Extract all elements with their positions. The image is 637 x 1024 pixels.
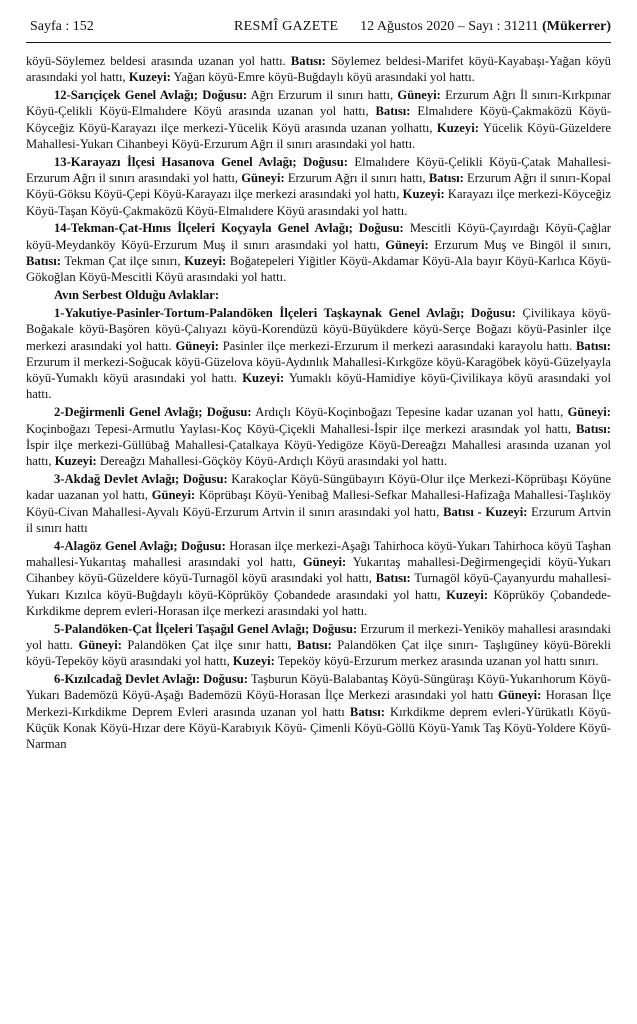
bold-run: Güneyi: bbox=[151, 488, 196, 503]
bold-run: Batısı: bbox=[375, 571, 411, 586]
text-run: Dereağzı Mahallesi-Göçköy Köyü-Ardıçlı Köyü arasındaki yol hattı. bbox=[96, 454, 448, 469]
text-run: Mescitli Köyü-Çayırdağı Köyü-Çağlar köyü-Meydanköy Köyü-Erzurum Muş il sınırı arasındaki yol hattı, bbox=[26, 221, 611, 252]
bold-run: Güneyi: bbox=[302, 554, 347, 569]
bold-run: Kuzeyi: bbox=[128, 70, 171, 85]
bold-run: Batısı: bbox=[290, 54, 326, 68]
paragraph bbox=[26, 621, 611, 670]
bold-run: 13-Karayazı İlçesi Hasanova Genel Avlağı; Doğusu: bbox=[54, 154, 348, 169]
paragraph bbox=[26, 671, 611, 752]
text-run: Boğatepeleri Yiğitler Köyü-Akdamar Köyü-Ala bayır Köyü-Karlıca Köyü-Gökoğlan Köyü-Mescitli Köyü arasındaki yol hattı. bbox=[26, 254, 611, 285]
bold-run: Kuzeyi: bbox=[54, 454, 97, 469]
text-run: Horasan İlçe Merkezi-Kırkdikme Deprem Evleri arasında uzanan yol hattı bbox=[26, 688, 611, 719]
text-run: Erzurum il merkezi-Soğucak köyü-Güzelova köyü-Aydınlık Mahallesi-Kırkgöze köyü-Karagöbek köyü-Güzelyayla köyü-Yumaklı köyü arasındaki yol hattı. bbox=[26, 354, 611, 386]
text-run: Horasan ilçe merkezi-Aşağı Tahirhoca köyü-Yukarı Tahirhoca köyü Taşhan mahallesi-Yukarıtaş mahallesi arasındaki yol hattı, bbox=[26, 538, 611, 569]
text-run: Elmalıdere Köyü-Çelikli Köyü-Çatak Mahallesi-Erzurum Ağrı il sınırı arasındaki yol hattı, bbox=[26, 154, 611, 186]
text-run: Erzurum Ağrı İl sınırı-Kırkpınar Köyü-Çelikli Köyü-Elmalıdere Köyü arasında uzanan yol hattı, bbox=[26, 88, 612, 119]
text-run: Palandöken Çat ilçe sınır hattı, bbox=[121, 637, 297, 652]
text-run: Yağan köyü-Emre köyü-Buğdaylı köyü arasındaki yol hattı. bbox=[170, 70, 475, 85]
issue-date bbox=[360, 18, 611, 36]
bold-run: Güneyi: bbox=[397, 88, 441, 103]
text-run: Erzurum Ağrı il sınırı hattı, bbox=[284, 171, 429, 186]
text-run: Erzurum Muş ve Bingöl il sınırı, bbox=[428, 237, 611, 252]
text-run: Söylemez beldesi-Marifet köyü-Kayabaşı-Yağan köyü arasındaki yol hattı, bbox=[26, 54, 611, 85]
text-run: Erzurum Artvin il sınırı hattı bbox=[26, 504, 612, 535]
bold-run: Batısı: bbox=[428, 171, 464, 186]
document-body bbox=[26, 53, 611, 752]
bold-run: Kuzeyi: bbox=[436, 120, 479, 135]
paragraph bbox=[26, 404, 611, 469]
text-run: Erzurum il merkezi-Yeniköy mahallesi arasındaki yol hattı. bbox=[26, 621, 611, 652]
bold-run: 5-Palandöken-Çat İlçeleri Taşağıl Genel Avlağı; Doğusu: bbox=[54, 621, 358, 636]
text-run: Çivilikaya köyü-Boğakale köyü-Başören köyü-Çalıyazı köyü-Korendüzü köyü-Büyükdere köyü-Serçe Boğazı köyü-Pasinler ilçe merkezi arasındaki yol hattı. bbox=[26, 305, 611, 353]
text-run: Karayazı ilçe merkezi-Köyceğiz Köyü-Taşan Köyü-Çakmaközü Köyü-Elmalıdere Köyü arasındaki yol hattı. bbox=[26, 187, 611, 218]
bold-run: Güneyi: bbox=[497, 688, 542, 703]
bold-run: Batısı: bbox=[375, 104, 411, 119]
text-run: Palandöken Çat ilçe sınırı- Taşlıgüney köyü-Börekli köyü-Tepeköy köyü arasındaki yol hattı, bbox=[26, 637, 611, 669]
paragraph bbox=[26, 287, 611, 303]
text-run: Erzurum Ağrı il sınırı-Kopal Köyü-Göksu Köyü-Çepi Köyü-Karayazı ilçe merkezi arasındaki yol hattı, bbox=[26, 171, 611, 202]
bold-run: 6-Kızılcadağ Devlet Avlağı: Doğusu: bbox=[54, 671, 248, 686]
bold-run: Kuzeyi: bbox=[242, 371, 285, 386]
text-run: Taşburun Köyü-Balabantaş Köyü-Süngüraşı Köyü-Yukarıhorum Köyü-Yukarı Bademözü Köyü-Aşağı Bademözü Köyü-Horasan İlçe Merkezi arasındaki yol hattı bbox=[26, 671, 612, 703]
bold-run: 2-Değirmenli Genel Avlağı; Doğusu: bbox=[54, 405, 252, 420]
text-run: Tekman Çat ilçe sınırı, bbox=[60, 254, 185, 269]
issue-extra: (Mükerrer) bbox=[542, 19, 611, 34]
bold-run: Batısı: bbox=[576, 421, 611, 436]
bold-run: Batısı: bbox=[349, 704, 385, 719]
text-run: köyü-Söylemez beldesi arasında uzanan yol hattı. bbox=[26, 54, 291, 68]
text-run: Ağrı Erzurum il sınırı hattı, bbox=[247, 88, 398, 103]
bold-run: 1-Yakutiye-Pasinler-Tortum-Palandöken İlçeleri Taşkaynak Genel Avlağı; Doğusu: bbox=[54, 305, 516, 320]
bold-run: Kuzeyi: bbox=[446, 587, 489, 602]
paragraph bbox=[26, 305, 611, 403]
issue-date-text: 12 Ağustos 2020 – Sayı : 31211 bbox=[360, 19, 539, 34]
bold-run: 14-Tekman-Çat-Hınıs İlçeleri Koçyayla Genel Avlağı; Doğusu: bbox=[54, 221, 404, 236]
text-run: Elmalıdere Köyü-Çakmaközü Köyü-Köyceğiz Köyü-Karayazı ilçe merkezi-Yücelik Köyü arasında uzanan yolhattı, bbox=[26, 104, 611, 135]
text-run: Koçinboğazı Tepesi-Armutlu Yaylası-Koç Köyü-Çiçekli Mahallesi-İspir ilçe merkezi arasındak yol hattı, bbox=[26, 421, 577, 436]
paragraph bbox=[26, 220, 611, 285]
bold-run: 3-Akdağ Devlet Avlağı; Doğusu: bbox=[54, 471, 228, 486]
bold-run: Batısı: bbox=[26, 254, 61, 269]
bold-run: Güneyi: bbox=[175, 338, 219, 353]
page-number: Sayfa : 152 bbox=[30, 19, 94, 34]
paragraph bbox=[26, 538, 611, 619]
text-run: Tepeköy köyü-Erzurum merkez arasında uzanan yol hattı sınırı. bbox=[274, 654, 599, 669]
paragraph bbox=[26, 154, 611, 219]
paragraph bbox=[26, 87, 611, 152]
bold-run: 12-Sarıçiçek Genel Avlağı; Doğusu: bbox=[54, 88, 248, 103]
text-run: Köprübaşı Köyü-Yenibağ Mallesi-Sefkar Mahallesi-Hafizağa Mahallesi-Taşlıköy Köyü-Civan Mahallesi-Ayvalı Köyü-Erzurum Artvin il sınırı arasındaki yol hattı, bbox=[26, 488, 611, 519]
paragraph bbox=[26, 53, 611, 86]
header-rule bbox=[26, 42, 611, 43]
text-run: Yumaklı köyü-Hamidiye köyü-Çivilikaya köyü arasındaki yol hattı. bbox=[26, 371, 611, 402]
bold-run: Güneyi: bbox=[241, 171, 285, 186]
bold-run: Avın Serbest Olduğu Avlaklar: bbox=[54, 288, 220, 303]
text-run: Yukarıtaş mahallesi-Değirmengeçidi köyü-Yukarı Cihanbey köyü-Güzeldere köyü-Turnagöl köyü arasındaki yol hattı, bbox=[26, 554, 611, 586]
text-run: Ardıçlı Köyü-Koçinboğazı Tepesine kadar uzanan yol hattı, bbox=[251, 405, 568, 420]
bold-run: Batısı: bbox=[576, 338, 611, 353]
text-run: İspir ilçe merkezi-Güllübağ Mahallesi-Çatalkaya Köyü-Yedigöze Köyü-Dereağzı Mahallesi arasında uzanan yol hattı, bbox=[26, 437, 611, 469]
text-run: Köprüköy Çobandede-Kırkdikme deprem evleri-Horasan ilçe merkezi arasındaki yol hattı. bbox=[26, 587, 611, 618]
bold-run: Batısı - Kuzeyi: bbox=[443, 504, 528, 519]
bold-run: Kuzeyi: bbox=[232, 654, 275, 669]
gazette-title: RESMÎ GAZETE bbox=[234, 19, 339, 34]
bold-run: Kuzeyi: bbox=[184, 254, 227, 269]
text-run: Pasinler ilçe merkezi-Erzurum il merkezi aarasındaki karayolu hattı. bbox=[218, 338, 577, 353]
bold-run: Batısı: bbox=[296, 637, 332, 652]
text-run: Karakoçlar Köyü-Süngübayırı Köyü-Olur ilçe Merkezi-Köprübaşı Köyüne kadar uazanan yol hattı, bbox=[26, 471, 611, 503]
paragraph bbox=[26, 471, 611, 536]
bold-run: Güneyi: bbox=[78, 637, 122, 652]
text-run: Turnagöl köyü-Çayanyurdu mahallesi-Yukarı Kızılca köyü-Buğdaylı köyü-Köprüköy Çobandede arasındaki yol hattı, bbox=[26, 571, 612, 602]
page-header bbox=[26, 16, 611, 38]
text-run: Yücelik Köyü-Güzeldere Mahallesi-Yukarı Cihanbeyi Köyü-Erzurum Ağrı il sınırı arasındaki yol hattı. bbox=[26, 120, 611, 151]
bold-run: 4-Alagöz Genel Avlağı; Doğusu: bbox=[54, 538, 226, 553]
text-run: Kırkdikme deprem evleri-Yürükatlı Köyü-Küçük Konak Köyü-Hızar dere Köyü-Karabıyık Köyü- Çimenli Köyü-Göllü Köyü-Yanık Taş Köyü-Yoldere Köyü-Narman bbox=[26, 704, 611, 752]
bold-run: Güneyi: bbox=[385, 237, 429, 252]
bold-run: Güneyi: bbox=[567, 405, 611, 420]
bold-run: Kuzeyi: bbox=[402, 187, 445, 202]
